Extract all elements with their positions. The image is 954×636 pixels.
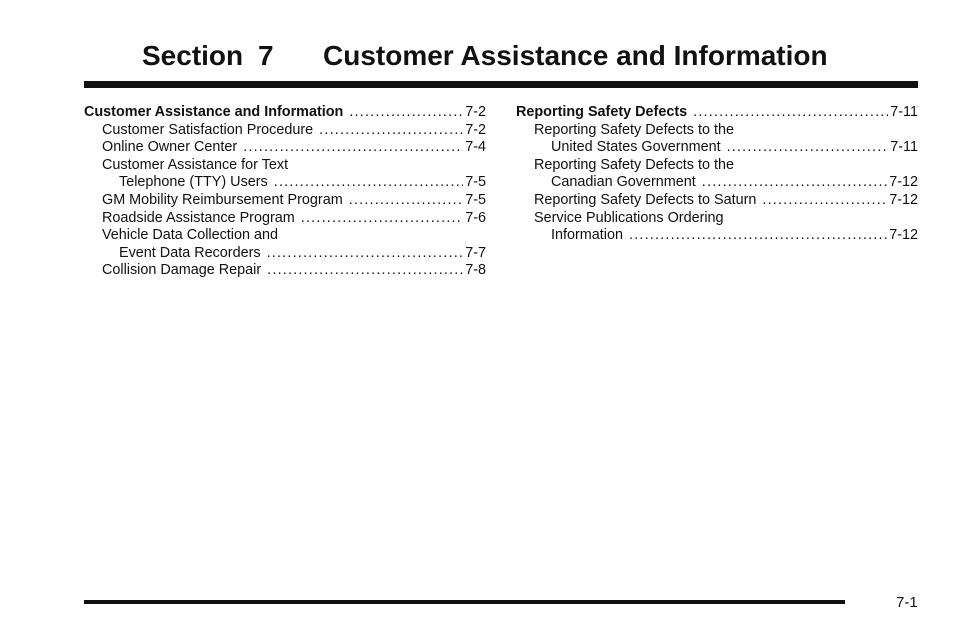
- dot-leader: [301, 210, 463, 228]
- toc-entry[interactable]: [84, 245, 486, 263]
- toc-page-ref: 7-7: [465, 244, 486, 261]
- toc-entry[interactable]: [516, 139, 918, 157]
- section-title: Customer Assistance and Information: [323, 40, 828, 71]
- dot-leader: [702, 174, 887, 192]
- toc-main-label: Customer Assistance and Information: [84, 104, 344, 120]
- page-number: 7-1: [896, 594, 918, 611]
- toc-entry-label-line1[interactable]: Reporting Safety Defects to the: [534, 121, 734, 138]
- section-word: Section: [142, 40, 244, 71]
- toc-entry[interactable]: [84, 210, 486, 228]
- dot-leader: [349, 104, 463, 122]
- toc-page-ref: 7-5: [465, 174, 486, 191]
- footer-rule: [84, 600, 845, 604]
- toc-page-ref: 7-12: [889, 227, 918, 244]
- toc-page-ref: 7-2: [465, 104, 486, 120]
- toc-entry[interactable]: [516, 227, 918, 245]
- toc-entry[interactable]: [516, 192, 918, 210]
- toc-entry[interactable]: [84, 192, 486, 210]
- header-rule: [84, 81, 918, 88]
- toc-page-ref: 7-5: [465, 191, 486, 208]
- toc-entry[interactable]: [84, 174, 486, 192]
- dot-leader: [349, 192, 463, 210]
- toc-entry-label-line2: Information: [551, 227, 623, 244]
- toc-entry-label: GM Mobility Reimbursement Program: [102, 191, 343, 208]
- toc-entry[interactable]: [84, 122, 486, 140]
- toc-entry-label-line1[interactable]: Customer Assistance for Text: [102, 156, 289, 173]
- toc-right-column: [516, 104, 918, 245]
- toc-entry-label-line2: United States Government: [551, 139, 721, 156]
- dot-leader: [727, 139, 889, 157]
- toc-entry-label-line1[interactable]: Service Publications Ordering: [534, 209, 724, 226]
- toc-entry-label: Collision Damage Repair: [102, 262, 262, 279]
- dot-leader: [274, 174, 463, 192]
- toc-main-entry[interactable]: [84, 104, 486, 122]
- dot-leader: [267, 262, 463, 280]
- dot-leader: [319, 122, 463, 140]
- toc-entry[interactable]: [84, 139, 486, 157]
- toc-page-ref: 7-11: [890, 139, 918, 156]
- toc-left-column: [84, 104, 486, 280]
- toc-main-label: Reporting Safety Defects: [516, 104, 688, 120]
- toc-entry[interactable]: [516, 174, 918, 192]
- toc-entry-label-line1[interactable]: Vehicle Data Collection and: [102, 227, 278, 244]
- toc-entry-label: Roadside Assistance Program: [102, 209, 295, 226]
- toc-entry[interactable]: [84, 262, 486, 280]
- dot-leader: [267, 245, 464, 263]
- toc-page-ref: 7-8: [465, 262, 486, 279]
- toc-entry-label: Customer Satisfaction Procedure: [102, 121, 314, 138]
- dot-leader: [629, 227, 887, 245]
- toc-page-ref: 7-6: [465, 209, 486, 226]
- dot-leader: [762, 192, 887, 210]
- toc-page-ref: 7-2: [465, 121, 486, 138]
- toc-page-ref: 7-12: [889, 174, 918, 191]
- toc-entry-label-line2: Canadian Government: [551, 174, 696, 191]
- dot-leader: [693, 104, 888, 122]
- toc-entry-label: Online Owner Center: [102, 139, 238, 156]
- toc-page-ref: 7-4: [465, 139, 486, 156]
- toc-entry-label-line2: Event Data Recorders: [119, 244, 261, 261]
- toc-page-ref: 7-12: [889, 191, 918, 208]
- section-header: [142, 40, 902, 80]
- toc-entry-label-line1[interactable]: Reporting Safety Defects to the: [534, 156, 734, 173]
- toc-entry-label: Reporting Safety Defects to Saturn: [534, 191, 757, 208]
- section-number: 7: [258, 40, 274, 71]
- toc-entry-label-line2: Telephone (TTY) Users: [119, 174, 268, 191]
- dot-leader: [243, 139, 463, 157]
- toc-page-ref: 7-11: [890, 104, 918, 120]
- toc-main-entry[interactable]: [516, 104, 918, 122]
